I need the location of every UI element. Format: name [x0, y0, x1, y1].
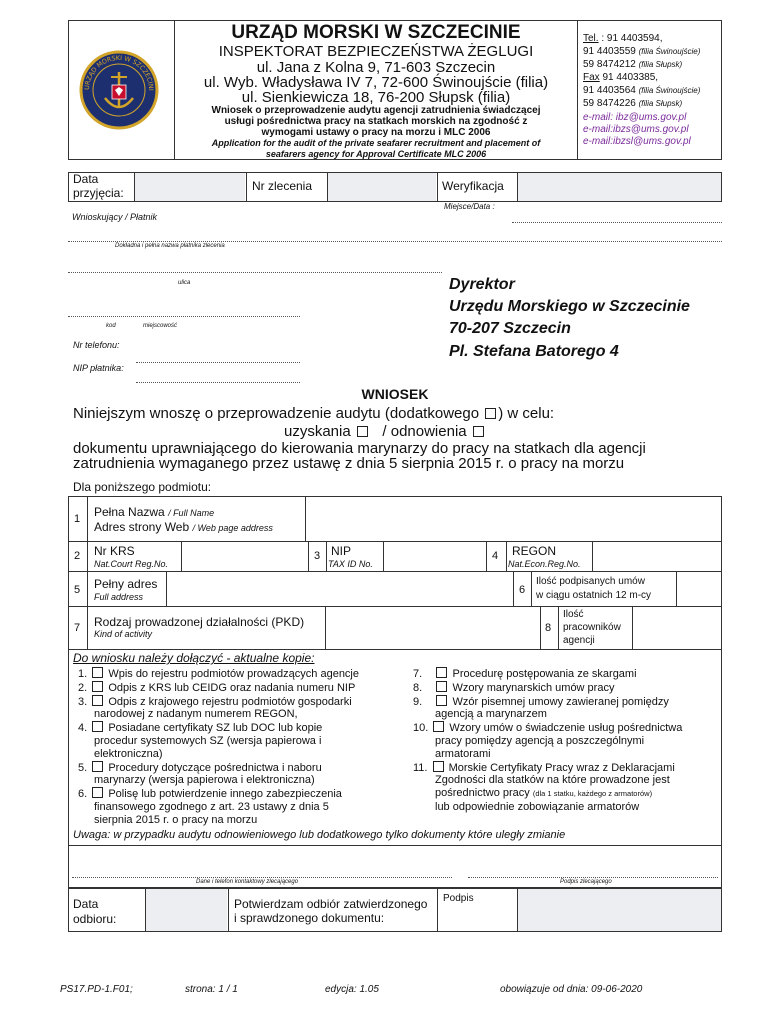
regon-field[interactable] [593, 542, 721, 570]
dane-tel-label: Dane i telefon kontaktowy zlecającego [196, 879, 299, 885]
dodatkowego-checkbox[interactable] [485, 408, 496, 419]
logo-emblem [79, 50, 159, 130]
miejscowosc-hint: miejscowość [143, 323, 178, 329]
attachment-6: 6. Polisę lub potwierdzenie innego zabezpieczenia finansowego zgodnego z art. 23 ustawy z dnia 5 sierpnia 2015 r. o pracy na morzu [78, 788, 342, 826]
request-heading: WNIOSEK [361, 386, 429, 402]
attachments-right-list [413, 667, 721, 814]
pkd-en-label: Kind of activity [94, 629, 153, 639]
tel-note-3: (filia Świnoujście) [638, 86, 701, 95]
ulica-hint: ulica [178, 280, 191, 286]
miejsce-data-line[interactable] [512, 222, 722, 223]
tel-line-5: 91 4403564 [583, 85, 636, 96]
attachment-4-checkbox[interactable] [92, 721, 103, 732]
attachment-11: 11. Morskie Certyfikaty Pracy wraz z Deklaracjami Zgodności dla statków na które prowadzone jest pośrednictwo pracy (dla 1 statku, każdego z armatorów) lub odpowiednie zobowiązanie armatorów [413, 761, 675, 813]
attachment-11-checkbox[interactable] [433, 761, 444, 772]
wniosek-pl-1: Wniosek o przeprowadzenie audytu agencji zatrudnienia świadczącej [211, 105, 541, 116]
footer-strona: strona: 1 / 1 [185, 984, 238, 995]
attachments-left-list [78, 667, 408, 827]
attachment-9: 9. Wzór pisemnej umowy zawieranej pomiędzy agencją a marynarzem [413, 695, 669, 721]
nip-label: NIP [331, 544, 352, 558]
email-1[interactable]: e-mail: ibz@ums.gov.pl [583, 112, 687, 123]
tel-label: Tel. [583, 33, 599, 44]
addressee-line-3: 70-207 Szczecin [449, 320, 571, 337]
header-line-2: ul. Jana z Kolna 9, 71-603 Szczecin [256, 59, 496, 76]
tel-note-1: (filia Świnoujście) [638, 47, 701, 56]
page-title: URZĄD MORSKI W SZCZECINIE [231, 22, 521, 43]
attachment-5-checkbox[interactable] [92, 761, 103, 772]
pkd-field[interactable] [326, 607, 540, 649]
umowy-field[interactable] [677, 572, 721, 605]
header-line-4: ul. Sienkiewicza 18, 76-200 Słupsk (filia) [241, 89, 511, 106]
footer-edycja: edycja: 1.05 [325, 984, 379, 995]
krs-en-label: Nat.Court Reg.No. [94, 559, 169, 569]
row-4-num: 4 [492, 550, 499, 562]
nip-platnika-label: NIP płatnika: [73, 363, 124, 373]
uzyskania-checkbox[interactable] [357, 426, 368, 437]
umowy-label-1: Ilość podpisanych umów [536, 576, 645, 587]
row-6-num: 6 [519, 584, 526, 596]
regon-en-label: Nat.Econ.Reg.No. [508, 559, 581, 569]
prac-label-1: Ilość [563, 609, 584, 620]
prac-label-2: pracowników [563, 622, 621, 633]
www-label: Adres strony Web [94, 520, 190, 534]
header-line-1: INSPEKTORAT BEZPIECZEŃSTWA ŻEGLUGI [218, 43, 534, 60]
applicant-name-line[interactable] [68, 241, 722, 242]
podpis-field[interactable] [518, 889, 721, 931]
request-line-1b: ) w celu: [498, 405, 555, 422]
data-przyjecia-field[interactable] [135, 173, 245, 201]
attachment-10: 10. Wzory umów o świadczenie usług pośrednictwa pracy pomiędzy agencją a poszczególnymi armatorami [413, 722, 683, 760]
miejsce-data-label: Miejsce/Data : [444, 202, 495, 211]
adres-en-label: Full address [94, 592, 144, 602]
addressee-line-1: Dyrektor [449, 276, 515, 293]
attachments-note: Uwaga: w przypadku audytu odnowieniowego lub dodatkowego tylko dokumenty które uległy zmianie [73, 829, 566, 841]
postal-line[interactable] [68, 316, 300, 317]
krs-label: Nr KRS [94, 544, 135, 558]
row-8-num: 8 [545, 622, 552, 634]
krs-field[interactable] [182, 542, 308, 570]
attachment-1: 1. Wpis do rejestru podmiotów prowadzących agencje [78, 668, 359, 680]
fax-label: Fax [583, 72, 600, 83]
nip-field[interactable] [384, 542, 486, 570]
pelna-nazwa-hint: Dokładna i pełna nazwa płatnika zlecenia [115, 243, 225, 249]
odnowienia-label: / odnowienia [382, 423, 467, 440]
attachment-3-checkbox[interactable] [92, 695, 103, 706]
potwierdzam-1: Potwierdzam odbiór zatwierdzonego [234, 897, 428, 911]
attachment-1-checkbox[interactable] [92, 667, 103, 678]
data-przyjecia-label: Data przyjęcia: [73, 172, 124, 200]
wniosek-en-1: Application for the audit of the private seafarer recruitment and placement of [211, 138, 541, 148]
attachments-heading: Do wniosku należy dołączyć - aktualne kopie: [73, 651, 315, 665]
row-1-num: 1 [74, 513, 81, 525]
phone-line[interactable] [136, 362, 300, 363]
signature-area [68, 846, 722, 888]
tel-line-2: 91 4403559 [583, 46, 636, 57]
email-3[interactable]: e-mail:ibzsl@ums.gov.pl [583, 136, 691, 147]
attachment-2-checkbox[interactable] [92, 681, 103, 692]
pkd-label: Rodzaj prowadzonej działalności (PKD) [94, 615, 305, 629]
nr-zlecenia-label: Nr zlecenia [252, 179, 313, 193]
request-line-3: dokumentu uprawniającego do kierowania marynarzy do pracy na statkach dla agencji [73, 440, 646, 457]
header-line-3: ul. Wyb. Władysława IV 7, 72-600 Świnoujście (filia) [203, 74, 549, 91]
data-odbioru-label: Data odbioru: [73, 897, 117, 926]
tel-line-1: : 91 4403594, [601, 33, 663, 44]
podpis-zlec-line[interactable] [468, 877, 718, 878]
tel-note-4: (filia Słupsk) [638, 99, 683, 108]
email-2[interactable]: e-mail:ibzs@ums.gov.pl [583, 124, 689, 135]
wniosek-en-2: seafarers agency for Approval Certificate MLC 2006 [265, 149, 487, 159]
weryfikacja-field[interactable] [518, 173, 721, 201]
attachment-7-checkbox[interactable] [436, 667, 447, 678]
nip-en-label: TAX ID No. [328, 559, 373, 569]
nip-line[interactable] [136, 382, 300, 383]
nr-zlecenia-field[interactable] [328, 173, 436, 201]
row-2-num: 2 [74, 550, 81, 562]
attachment-10-checkbox[interactable] [433, 721, 444, 732]
regon-label: REGON [512, 544, 557, 558]
attachment-3: 3. Odpis z krajowego rejestru podmiotów gospodarki narodowej z nadanym numerem REGON, [78, 695, 352, 721]
row-7-num: 7 [74, 622, 81, 634]
tel-line-6: 59 8474226 [583, 98, 636, 109]
attachment-4: 4. Posiadane certyfikaty SZ lub DOC lub kopie procedur systemowych SZ (wersja papierowa i elektroniczna) [78, 722, 323, 760]
wnioskujacy-label: Wnioskujący / Płatnik [72, 212, 158, 222]
row-3-num: 3 [314, 550, 321, 562]
attachment-8: 8. Wzory marynarskich umów pracy [413, 681, 615, 694]
pelna-nazwa-field[interactable] [306, 497, 721, 540]
uzyskania-label: uzyskania [284, 423, 351, 440]
prac-label-3: agencji [563, 635, 595, 646]
nr-telefonu-label: Nr telefonu: [73, 340, 120, 350]
full-name-label: / Full Name [168, 508, 215, 518]
prac-field[interactable] [633, 607, 721, 649]
odnowienia-checkbox[interactable] [473, 426, 484, 437]
weryfikacja-label: Weryfikacja [442, 179, 504, 193]
data-odbioru-field[interactable] [146, 889, 227, 931]
wniosek-pl-2: usługi pośrednictwa pracy na statkach morskich na zgodność z [224, 116, 528, 127]
footer-obowiazuje: obowiązuje od dnia: 09-06-2020 [500, 984, 643, 995]
web-address-label: / Web page address [192, 523, 273, 533]
attachment-9-checkbox[interactable] [436, 695, 447, 706]
attachment-2: 2. Odpis z KRS lub CEIDG oraz nadania numeru NIP [78, 681, 356, 694]
tel-note-2: (filia Słupsk) [638, 60, 683, 69]
attachment-6-checkbox[interactable] [92, 787, 103, 798]
addressee-line-2: Urzędu Morskiego w Szczecinie [449, 298, 690, 315]
attachment-7: 7. Procedurę postępowania ze skargami [413, 668, 637, 680]
logo-text: URZĄD MORSKI W SZCZECINI [82, 53, 156, 91]
kod-hint: kod [106, 323, 116, 329]
umowy-label-2: w ciągu ostatnich 12 m-cy [536, 590, 652, 601]
attachment-8-checkbox[interactable] [436, 681, 447, 692]
pelna-nazwa-label: Pełna Nazwa [94, 505, 165, 519]
request-line-4: zatrudnienia wymaganego przez ustawę z dnia 5 sierpnia 2015 r. o pracy na morzu [73, 455, 625, 472]
potwierdzam-2: i sprawdzonego dokumentu: [234, 911, 385, 925]
for-entity-label: Dla poniższego podmiotu: [73, 480, 212, 494]
attachment-5: 5. Procedury dotyczące pośrednictwa i naboru marynarzy (wersja papierowa i elektroniczna) [78, 761, 322, 787]
podpis-zlec-label: Podpis zlecającego [560, 879, 612, 885]
tel-line-3: 59 8474212 [583, 59, 636, 70]
row-5-num: 5 [74, 584, 81, 596]
podpis-label: Podpis [443, 893, 474, 904]
dane-tel-line[interactable] [72, 877, 452, 878]
adres-field[interactable] [167, 572, 513, 605]
addressee-line-4: Pl. Stefana Batorego 4 [449, 343, 619, 360]
adres-label: Pełny adres [94, 577, 158, 591]
tel-line-4: 91 4403385, [602, 72, 659, 83]
footer-code: PS17.PD-1.F01; [60, 984, 133, 995]
street-line[interactable] [68, 272, 442, 273]
request-line-1a: Niniejszym wnoszę o przeprowadzenie audytu (dodatkowego [73, 405, 480, 422]
wniosek-pl-3: wymogami ustawy o pracy na morzu i MLC 2006 [261, 127, 491, 138]
